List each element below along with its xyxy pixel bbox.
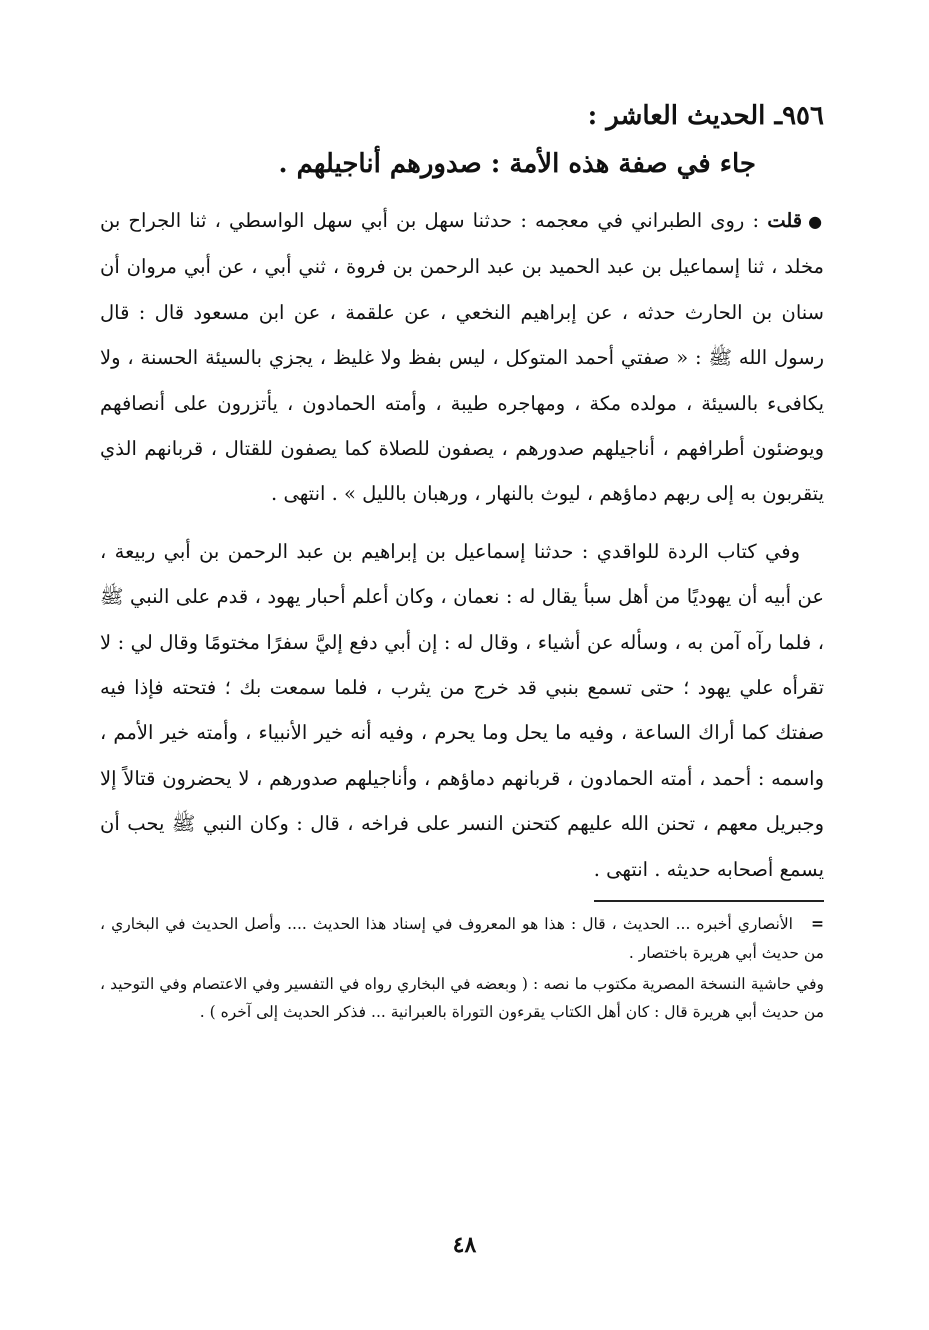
paragraph-2-text: وفي كتاب الردة للواقدي : حدثنا إسماعيل بن إبراهيم بن عبد الرحمن بن أبي ربيعة ، عن أبيه أن يهوديًا من أهل سبأ يقال له : نعمان ، وكان أعلم أحبار يهود ، قدم على النبي ﷺ ، فلما رآه آمن به ، وسأله عن أشياء ، وقال له : إن أبي دفع إليَّ سفرًا مختومًا وقال لي : لا تقرأه علي يهود ؛ حتى تسمع بنبي قد خرج من يثرب ، فلما سمعت بك ؛ فتحته فإذا فيه صفتك كما أراك الساعة ، وفيه ما يحل وما يحرم ، وفيه أنه خير الأنبياء ، وأمته خير الأمم ، واسمه : أحمد ، أمته الحمادون ، قربانهم دماؤهم ، وأناجيلهم صدورهم ، لا يحضرون قتالاً إلا وجبريل معهم ، تحنن الله عليهم كتحنن النسر على فراخه ، قال : وكان النبي ﷺ يحب أن يسمع أصحابه حديثه . انتهى . <box>100 539 824 881</box>
footnote-separator <box>594 900 824 902</box>
continuation-mark: = <box>811 914 824 934</box>
footnote-1 <box>100 910 824 968</box>
page-content <box>100 92 824 1027</box>
page-number: ٤٨ <box>452 1232 477 1258</box>
hadith-title: جاء في صفة هذه الأمة : صدورهم أناجيلهم . <box>278 149 756 179</box>
body-paragraph-1 <box>100 198 824 517</box>
footnote-1-text: الأنصاري أخبره ... الحديث ، قال : هذا هو المعروف في إسناد هذا الحديث .... وأصل الحديث في البخاري ، من حديث أبي هريرة باختصار . <box>100 915 824 962</box>
body-paragraph-2 <box>100 529 824 892</box>
bullet-icon: ● <box>808 212 825 231</box>
hadith-number-heading: ٩٥٦ـ الحديث العاشر : <box>587 101 824 131</box>
lead-word: قلت <box>767 209 803 232</box>
footnotes <box>100 910 824 1027</box>
footnote-2-text: وفي حاشية النسخة المصرية مكتوب ما نصه : ( وبعضه في البخاري رواه في التفسير وفي الاعتصام وفي التوحيد ، من حديث أبي هريرة قال : كان أهل الكتاب يقرءون التوراة بالعبرانية ... فذكر الحديث إلى آخره ) . <box>100 974 824 1022</box>
footnote-2 <box>100 970 824 1028</box>
paragraph-1-text: : روى الطبراني في معجمه : حدثنا سهل بن أبي سهل الواسطي ، ثنا الجراح بن مخلد ، ثنا إسماعيل بن عبد الحميد بن عبد الرحمن بن فروة ، ثني أبي ، عن أبي مروان أن سنان بن الحارث حدثه ، عن إبراهيم النخعي ، عن علقمة ، عن ابن مسعود قال : قال رسول الله ﷺ : « صفتي أحمد المتوكل ، ليس بفظ ولا غليظ ، يجزي بالسيئة الحسنة ، ولا يكافىء بالسيئة ، مولده مكة ، ومهاجره طيبة ، وأمته الحمادون ، يأتزرون على أنصافهم ويوضئون أطرافهم ، أناجيلهم صدورهم ، يصفون للصلاة كما يصفون للقتال ، قربانهم الذي يتقربون به إلى ربهم دماؤهم ، ليوث بالنهار ، ورهبان بالليل » . انتهى . <box>100 209 824 506</box>
footnote-separator-wrap <box>100 900 824 902</box>
